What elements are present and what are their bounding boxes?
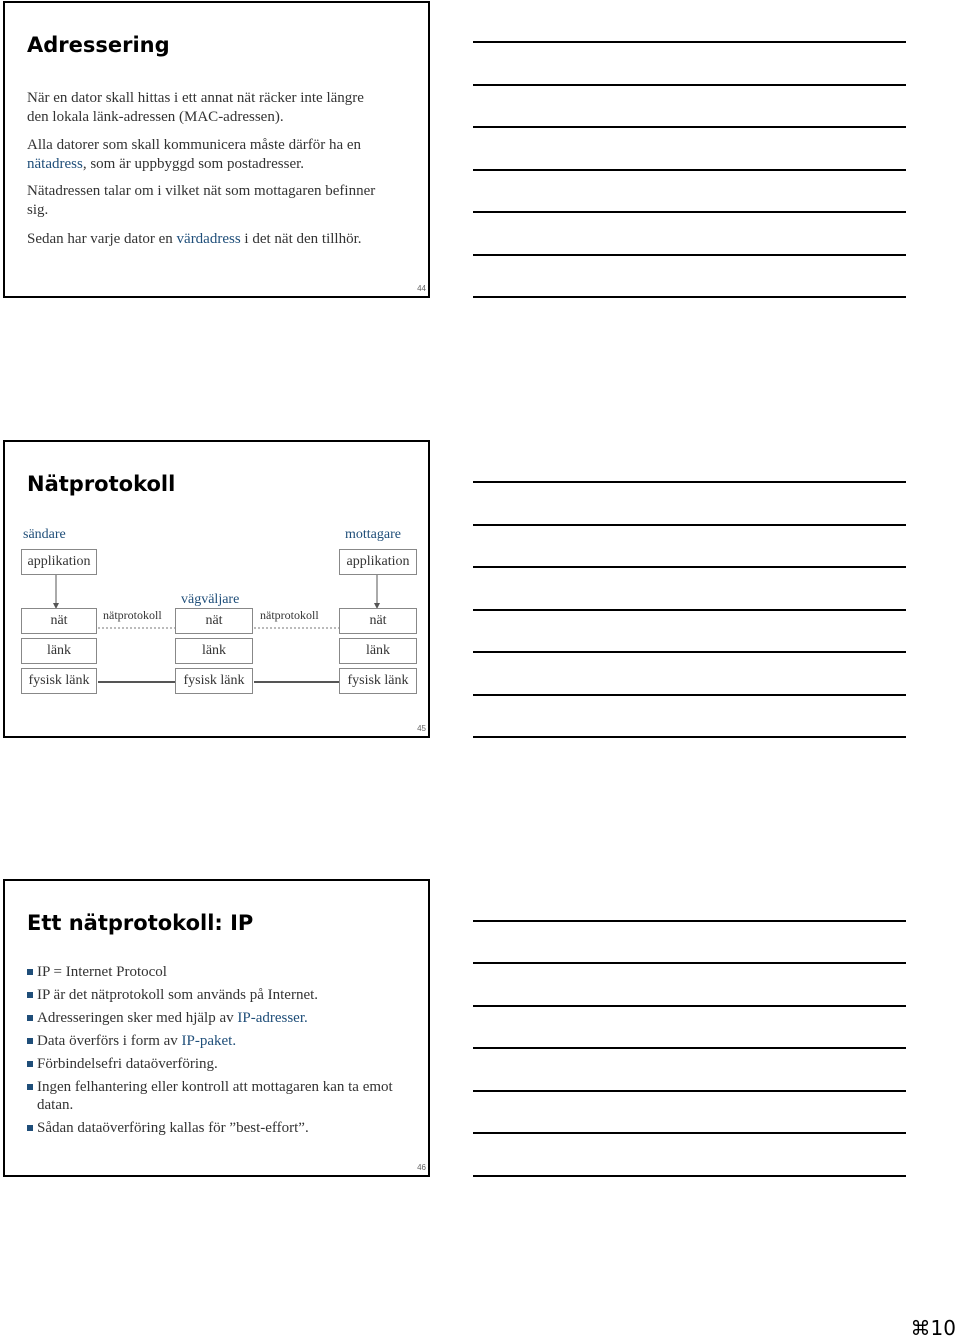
bullet-icon <box>27 1084 33 1090</box>
router-label: vägväljare <box>181 592 240 607</box>
notes-line <box>473 296 906 298</box>
receiver-label: mottagare <box>345 527 401 542</box>
net-box-sender: nät <box>21 608 97 634</box>
app-box-sender: applikation <box>21 549 97 575</box>
bullet-icon <box>27 1061 33 1067</box>
notes-line <box>473 1047 906 1049</box>
paragraph <box>27 136 387 174</box>
phys-box-router: fysisk länk <box>175 668 253 694</box>
notes-line <box>473 1005 906 1007</box>
notes-line <box>473 920 906 922</box>
text: Adresseringen sker med hjälp av <box>37 1010 238 1026</box>
notes-line <box>473 481 906 483</box>
phys-box-receiver: fysisk länk <box>339 668 417 694</box>
bullet-icon <box>27 1015 33 1021</box>
notes-line <box>473 1175 906 1177</box>
notes-line <box>473 736 906 738</box>
bullet-list <box>27 963 422 1142</box>
list-item <box>27 1055 422 1073</box>
list-item <box>27 1009 422 1027</box>
page-number: 10 <box>930 1316 956 1340</box>
protocol-label-right: nätprotokoll <box>260 608 319 622</box>
term-ip-paket: IP-paket. <box>181 1033 237 1049</box>
notes-line <box>473 254 906 256</box>
bullet-icon <box>27 992 33 998</box>
notes-line <box>473 1090 906 1092</box>
list-item <box>27 1078 422 1114</box>
protocol-label-left: nätprotokoll <box>103 608 162 622</box>
notes-line <box>473 211 906 213</box>
notes-line <box>473 41 906 43</box>
text: Sådan dataöverföring kallas för ”best-effort”. <box>37 1120 309 1136</box>
notes-line <box>473 126 906 128</box>
slide-number: 46 <box>417 1163 426 1172</box>
slide-title: Nätprotokoll <box>27 472 176 496</box>
page-footer <box>911 1316 956 1340</box>
text: Data överförs i form av <box>37 1033 182 1049</box>
bullet-icon <box>27 1038 33 1044</box>
notes-line <box>473 1132 906 1134</box>
list-item <box>27 1032 422 1050</box>
slide-45 <box>3 440 430 738</box>
term-natadress: nätadress <box>27 156 83 172</box>
text: IP är det nätprotokoll som används på Internet. <box>37 987 319 1003</box>
notes-line <box>473 566 906 568</box>
link-box-router: länk <box>175 638 253 664</box>
notes-line <box>473 651 906 653</box>
sender-label: sändare <box>23 527 66 542</box>
text: Förbindelsefri dataöverföring. <box>37 1056 218 1072</box>
notes-line <box>473 524 906 526</box>
list-item <box>27 963 422 981</box>
notes-line <box>473 169 906 171</box>
link-box-sender: länk <box>21 638 97 664</box>
command-icon: ⌘ <box>910 1316 931 1340</box>
notes-line <box>473 962 906 964</box>
link-box-receiver: länk <box>339 638 417 664</box>
net-box-receiver: nät <box>339 608 417 634</box>
paragraph: Nätadressen talar om i vilket nät som mottagaren befinner sig. <box>27 183 376 218</box>
slide-46 <box>3 879 430 1177</box>
slide-number: 44 <box>417 284 426 293</box>
slide-title: Ett nätprotokoll: IP <box>27 911 254 935</box>
app-box-receiver: applikation <box>339 549 417 575</box>
bullet-icon <box>27 969 33 975</box>
text: IP = Internet Protocol <box>37 964 167 980</box>
text: Alla datorer som skall kommunicera måste därför ha en <box>27 137 362 153</box>
notes-line <box>473 609 906 611</box>
term-vardadress: värdadress <box>176 231 241 247</box>
text: , som är uppbyggd som postadresser. <box>82 156 305 172</box>
list-item <box>27 1119 422 1137</box>
paragraph: När en dator skall hittas i ett annat nät räcker inte längre den lokala länk-adressen (MAC-adressen). <box>27 90 364 125</box>
paragraph <box>27 230 387 249</box>
text: i det nät den tillhör. <box>240 231 362 247</box>
slide-44 <box>3 1 430 298</box>
phys-box-sender: fysisk länk <box>21 668 97 694</box>
term-ip-adresser: IP-adresser. <box>237 1010 308 1026</box>
notes-line <box>473 694 906 696</box>
slide-number: 45 <box>417 724 426 733</box>
text: Ingen felhantering eller kontroll att mottagaren kan ta emot datan. <box>37 1079 393 1113</box>
bullet-icon <box>27 1125 33 1131</box>
slide-title: Adressering <box>27 33 170 57</box>
net-box-router: nät <box>175 608 253 634</box>
list-item <box>27 986 422 1004</box>
text: Sedan har varje dator en <box>27 231 177 247</box>
notes-line <box>473 84 906 86</box>
